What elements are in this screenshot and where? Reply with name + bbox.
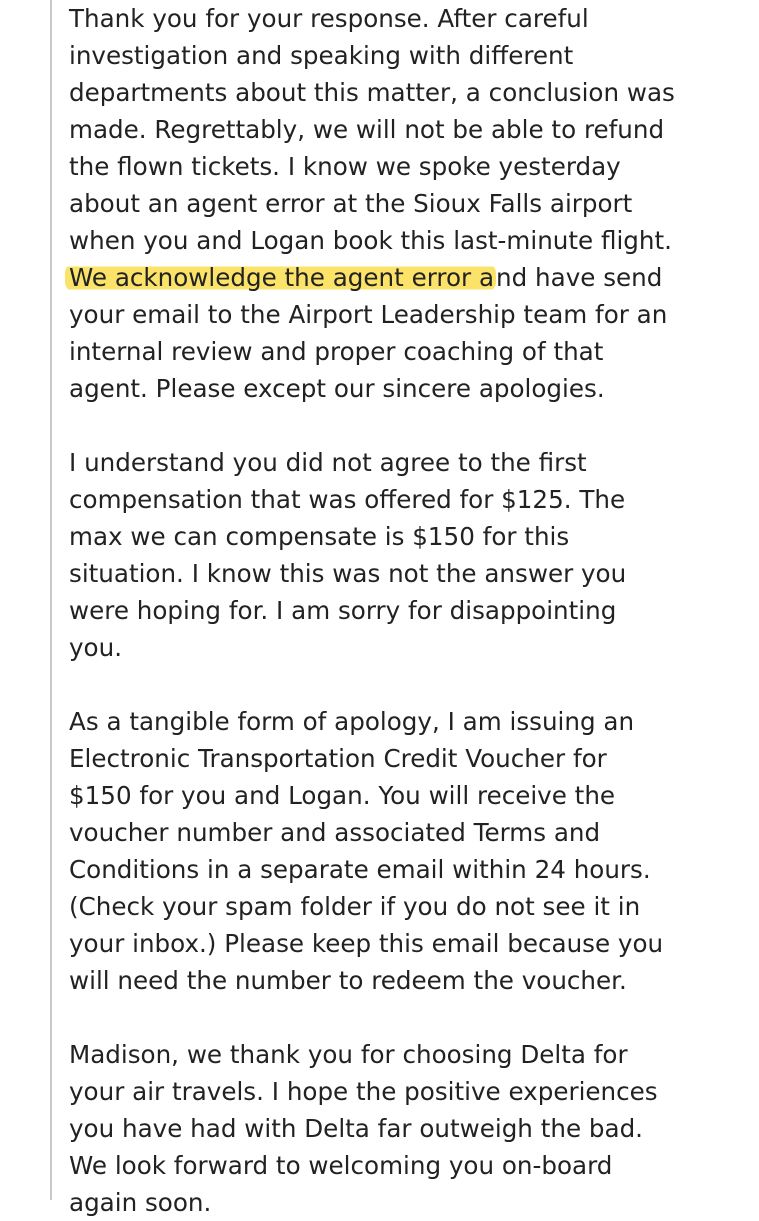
text-line: investigation and speaking with different (69, 41, 574, 70)
paragraph-compensation (69, 444, 749, 666)
paragraph-spacer (69, 407, 749, 444)
text-line: the flown tickets. I know we spoke yesterday (69, 152, 621, 181)
text-line: made. Regrettably, we will not be able to refund (69, 115, 665, 144)
text-line: As a tangible form of apology, I am issuing an (69, 707, 635, 736)
text-line: when you and Logan book this last-minute flight. (69, 226, 672, 255)
quote-bar (50, 0, 52, 1200)
text-line: about an agent error at the Sioux Falls airport (69, 189, 633, 218)
text-line: Thank you for your response. After careful (69, 4, 589, 33)
text-line: (Check your spam folder if you do not see it in (69, 892, 641, 921)
text-line: your inbox.) Please keep this email because you (69, 929, 664, 958)
text-line: you have had with Delta far outweigh the bad. (69, 1114, 644, 1143)
email-message-body (69, 0, 749, 1221)
text-line: were hoping for. I am sorry for disappointing (69, 596, 617, 625)
paragraph-response (69, 0, 749, 407)
text-line: max we can compensate is $150 for this (69, 522, 570, 551)
text-line: We look forward to welcoming you on-board (69, 1151, 613, 1180)
text-line: $150 for you and Logan. You will receive the (69, 781, 616, 810)
paragraph-closing (69, 1036, 749, 1221)
text-line: Madison, we thank you for choosing Delta for (69, 1040, 628, 1069)
text-line: internal review and proper coaching of that (69, 337, 604, 366)
paragraph-spacer (69, 999, 749, 1036)
text-line: your air travels. I hope the positive experiences (69, 1077, 658, 1106)
text-line: voucher number and associated Terms and (69, 818, 601, 847)
text-line: will need the number to redeem the voucher. (69, 966, 627, 995)
text-line: I understand you did not agree to the first (69, 448, 587, 477)
text-line: agent. Please except our sincere apologies. (69, 374, 605, 403)
text-line: departments about this matter, a conclusion was (69, 78, 675, 107)
text-line-highlighted (69, 259, 749, 296)
text-line: you. (69, 633, 123, 662)
text-line: again soon. (69, 1188, 212, 1217)
paragraph-voucher (69, 703, 749, 999)
highlighted-text: We acknowledge the agent error a (65, 263, 496, 292)
text-line: compensation that was offered for $125. The (69, 485, 626, 514)
text-line-rest: nd have send (496, 263, 663, 292)
text-line: situation. I know this was not the answer you (69, 559, 627, 588)
text-line: Electronic Transportation Credit Voucher for (69, 744, 607, 773)
text-line: Conditions in a separate email within 24 hours. (69, 855, 651, 884)
text-line: your email to the Airport Leadership team for an (69, 300, 668, 329)
paragraph-spacer (69, 666, 749, 703)
